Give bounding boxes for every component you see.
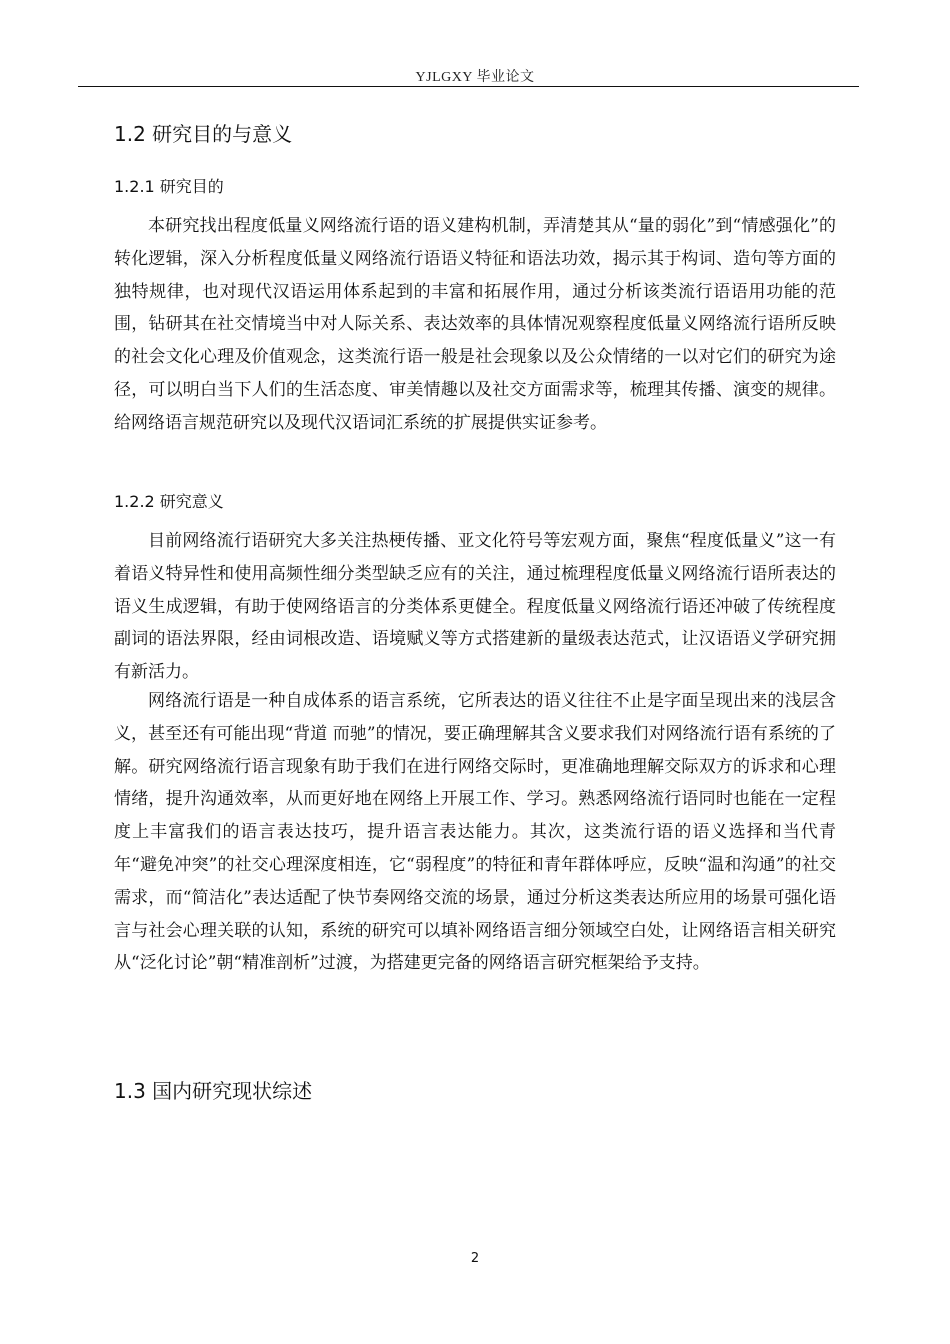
page-number: 2 <box>470 1251 480 1266</box>
section-1-2-1-heading: 1.2.1 研究目的 <box>114 177 224 196</box>
header-rule <box>78 86 859 87</box>
research-significance-paragraph-1: 目前网络流行语研究大多关注热梗传播、亚文化符号等宏观方面，聚焦“程度低量义”这一有着语义特异性和使用高频性细分类型缺乏应有的关注，通过梳理程度低量义网络流行语所表达的语义生成逻辑，有助于使网络语言的分类体系更健全。程度低量义网络流行语还冲破了传统程度副词的语法界限，经由词根改造、语境赋义等方式搭建新的量级表达范式，让汉语语义学研究拥有新活力。 <box>114 531 836 683</box>
section-1-2-2-heading: 1.2.2 研究意义 <box>114 492 224 511</box>
research-significance-paragraph-2: 网络流行语是一种自成体系的语言系统，它所表达的语义往往不止是字面呈现出来的浅层含义，甚至还有可能出现“背道 而驰”的情况，要正确理解其含义要求我们对网络流行语有系统的了解。研究网络流行语言现象有助于我们在进行网络交际时，更准确地理解交际双方的诉求和心理情绪，提升沟通效率，从而更好地在网络上开展工作、学习。熟悉网络流行语同时也能在一定程度上丰富我们的语言表达技巧，提升语言表达能力。其次，这类流行语的语义选择和当代青年“避免冲突”的社交心理深度相连，它“弱程度”的特征和青年群体呼应，反映“温和沟通”的社交需求，而“简洁化”表达适配了快节奏网络交流的场景，通过分析这类表达所应用的场景可强化语言与社会心理关联的认知，系统的研究可以填补网络语言细分领域空白处，让网络语言相关研究从“泛化讨论”朝“精准剖析”过渡，为搭建更完备的网络语言研究框架给予支持。 <box>114 691 836 974</box>
section-1-3-heading: 1.3 国内研究现状综述 <box>114 1079 313 1103</box>
page-header: YJLGXY 毕业论文 <box>415 70 535 85</box>
research-purpose-paragraph: 本研究找出程度低量义网络流行语的语义建构机制，弄清楚其从“量的弱化”到“情感强化”的转化逻辑，深入分析程度低量义网络流行语语义特征和语法功效，揭示其于构词、造句等方面的独特规律，也对现代汉语运用体系起到的丰富和拓展作用，通过分析该类流行语语用功能的范围，钻研其在社交情境当中对人际关系、表达效率的具体情况观察程度低量义网络流行语所反映的社会文化心理及价值观念，这类流行语一般是社会现象以及公众情绪的一以对它们的研究为途径，可以明白当下人们的生活态度、审美情趣以及社交方面需求等，梳理其传播、演变的规律。给网络语言规范研究以及现代汉语词汇系统的扩展提供实证参考。 <box>114 216 836 433</box>
section-1-2-heading: 1.2 研究目的与意义 <box>114 122 293 146</box>
